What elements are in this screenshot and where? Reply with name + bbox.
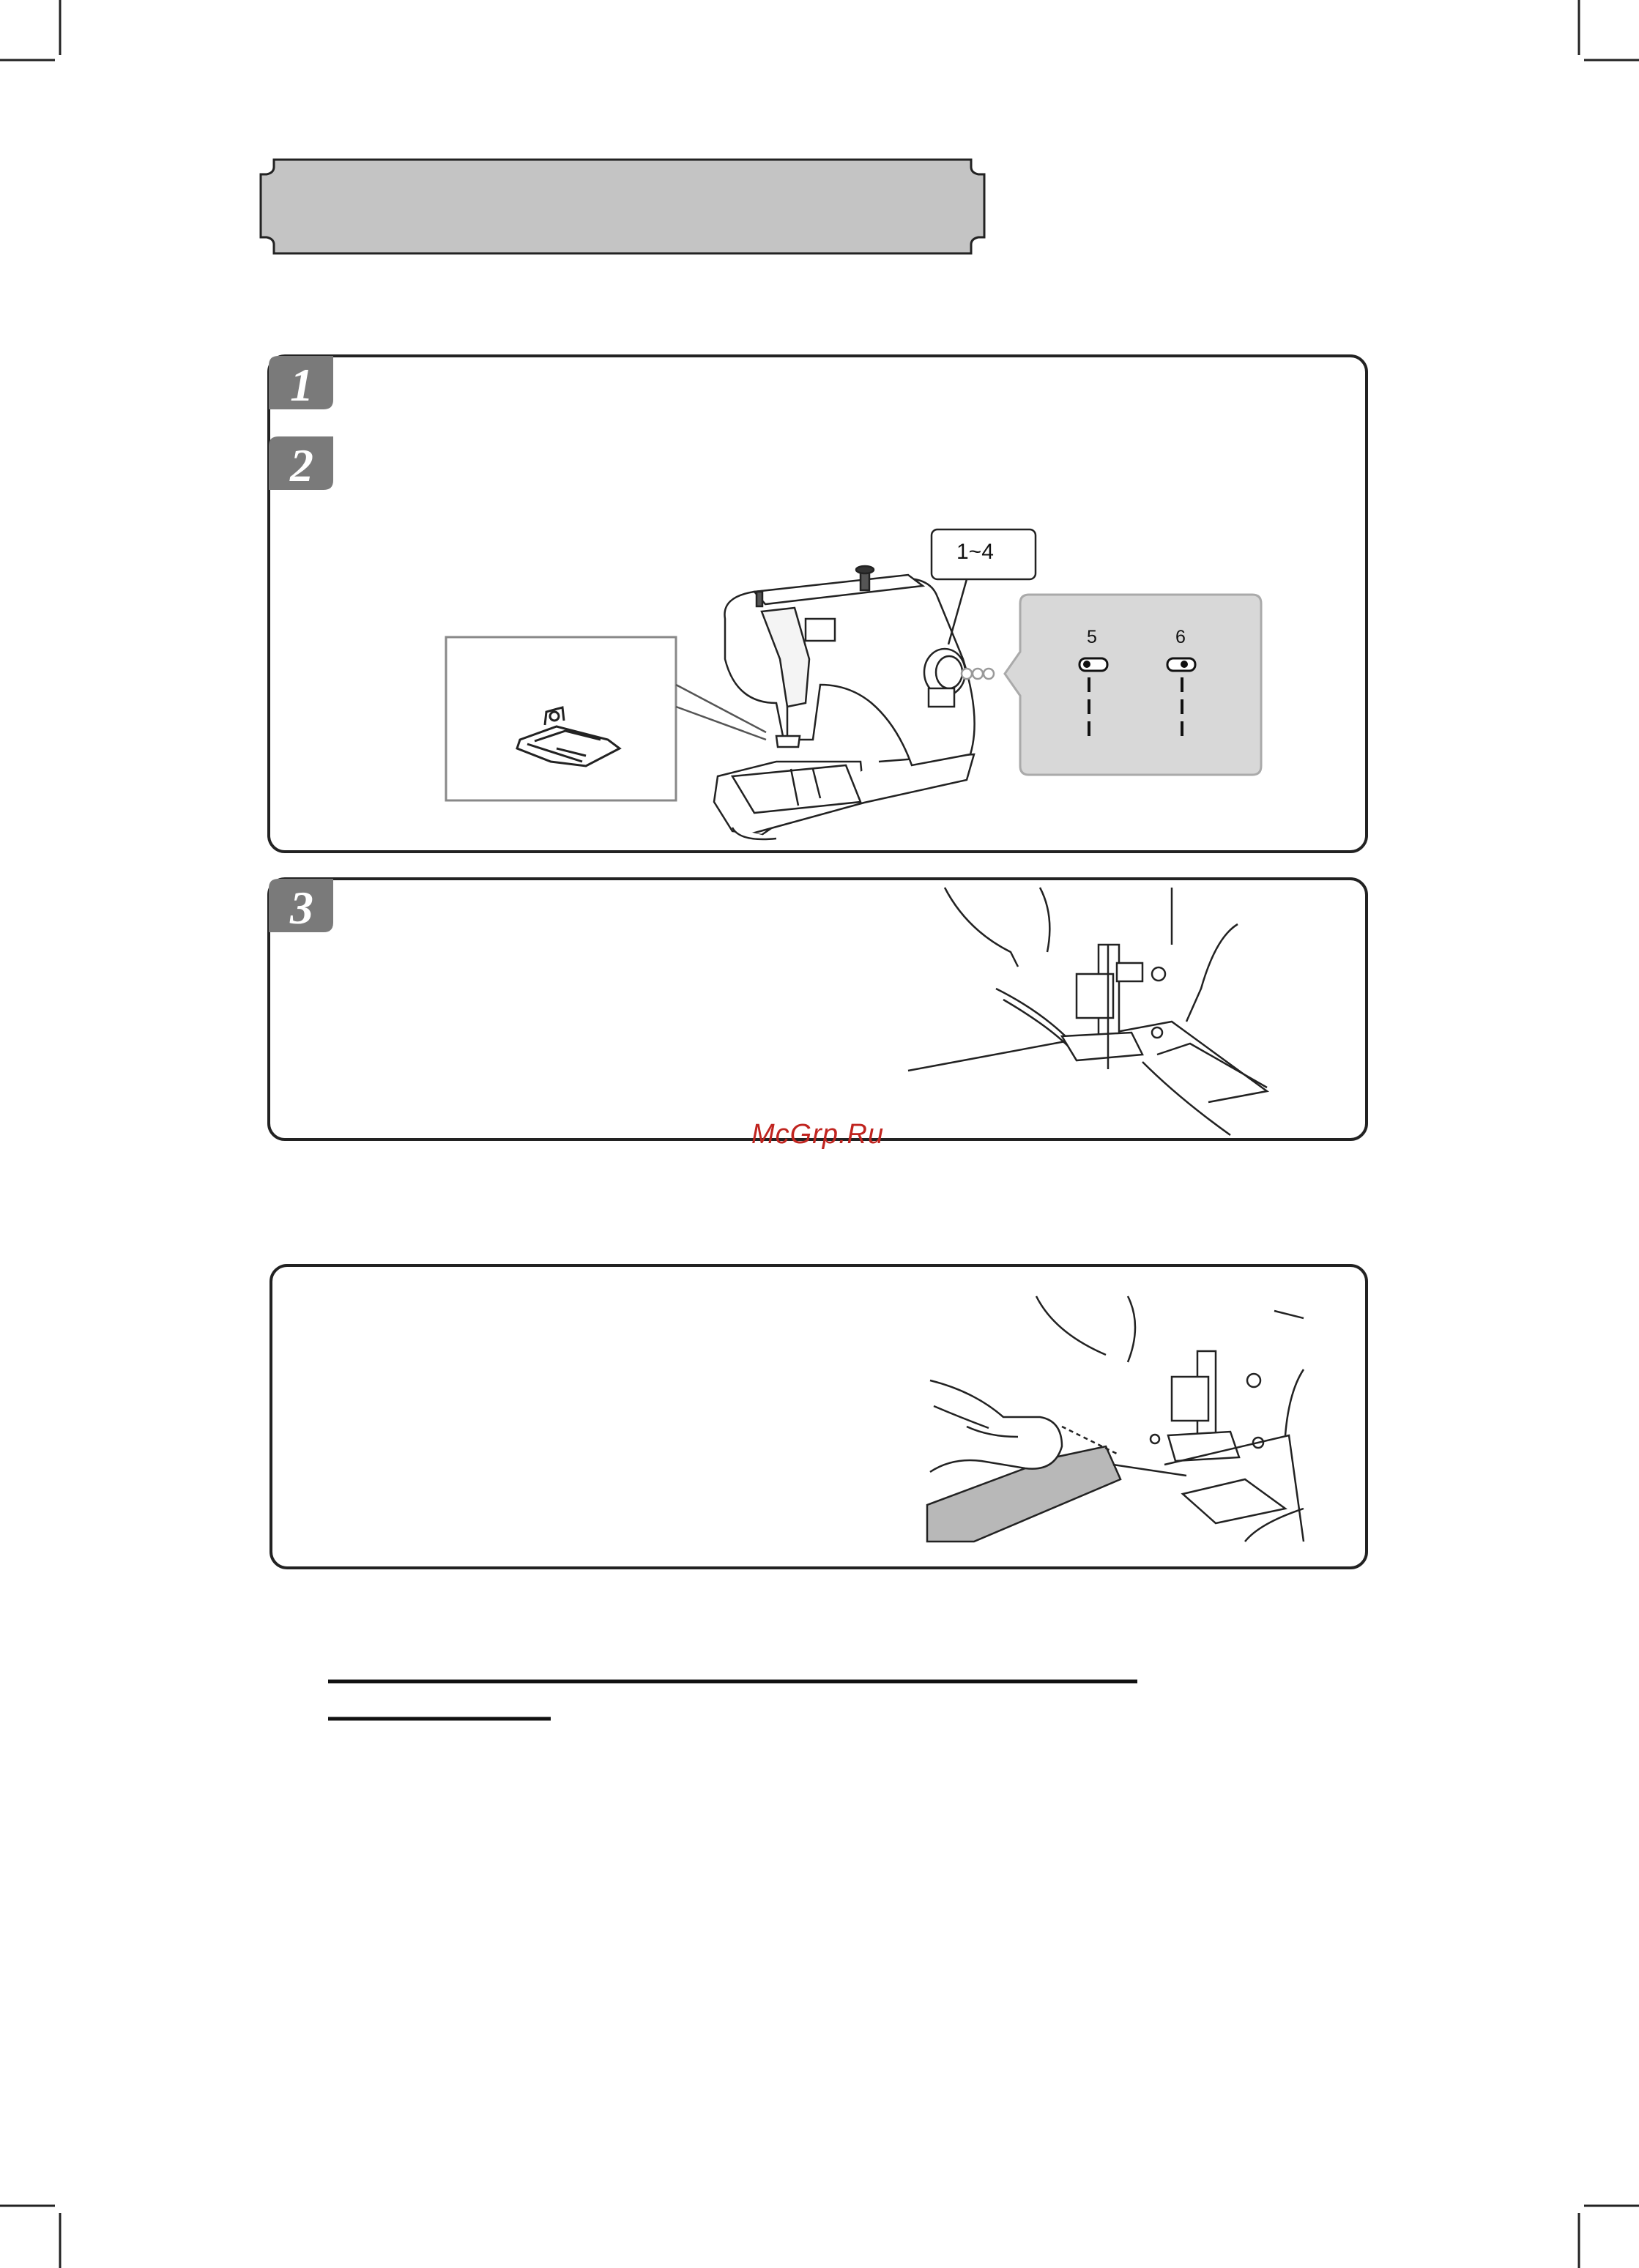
stitch-pattern-panel [1005, 595, 1261, 775]
stitch-option-6-label: 6 [1175, 627, 1186, 647]
presser-foot-inset [446, 637, 676, 800]
step-3-number: 3 [290, 882, 313, 934]
note-underlines [328, 1681, 1137, 1719]
stitch-option-5-label: 5 [1087, 627, 1097, 647]
step-1-number: 1 [290, 359, 313, 411]
dial-callout-label: 1~4 [956, 540, 994, 564]
step-2-number: 2 [290, 439, 313, 491]
watermark: McGrp.Ru [751, 1119, 885, 1150]
step-3-panel [269, 879, 1367, 1139]
title-banner [261, 160, 984, 253]
